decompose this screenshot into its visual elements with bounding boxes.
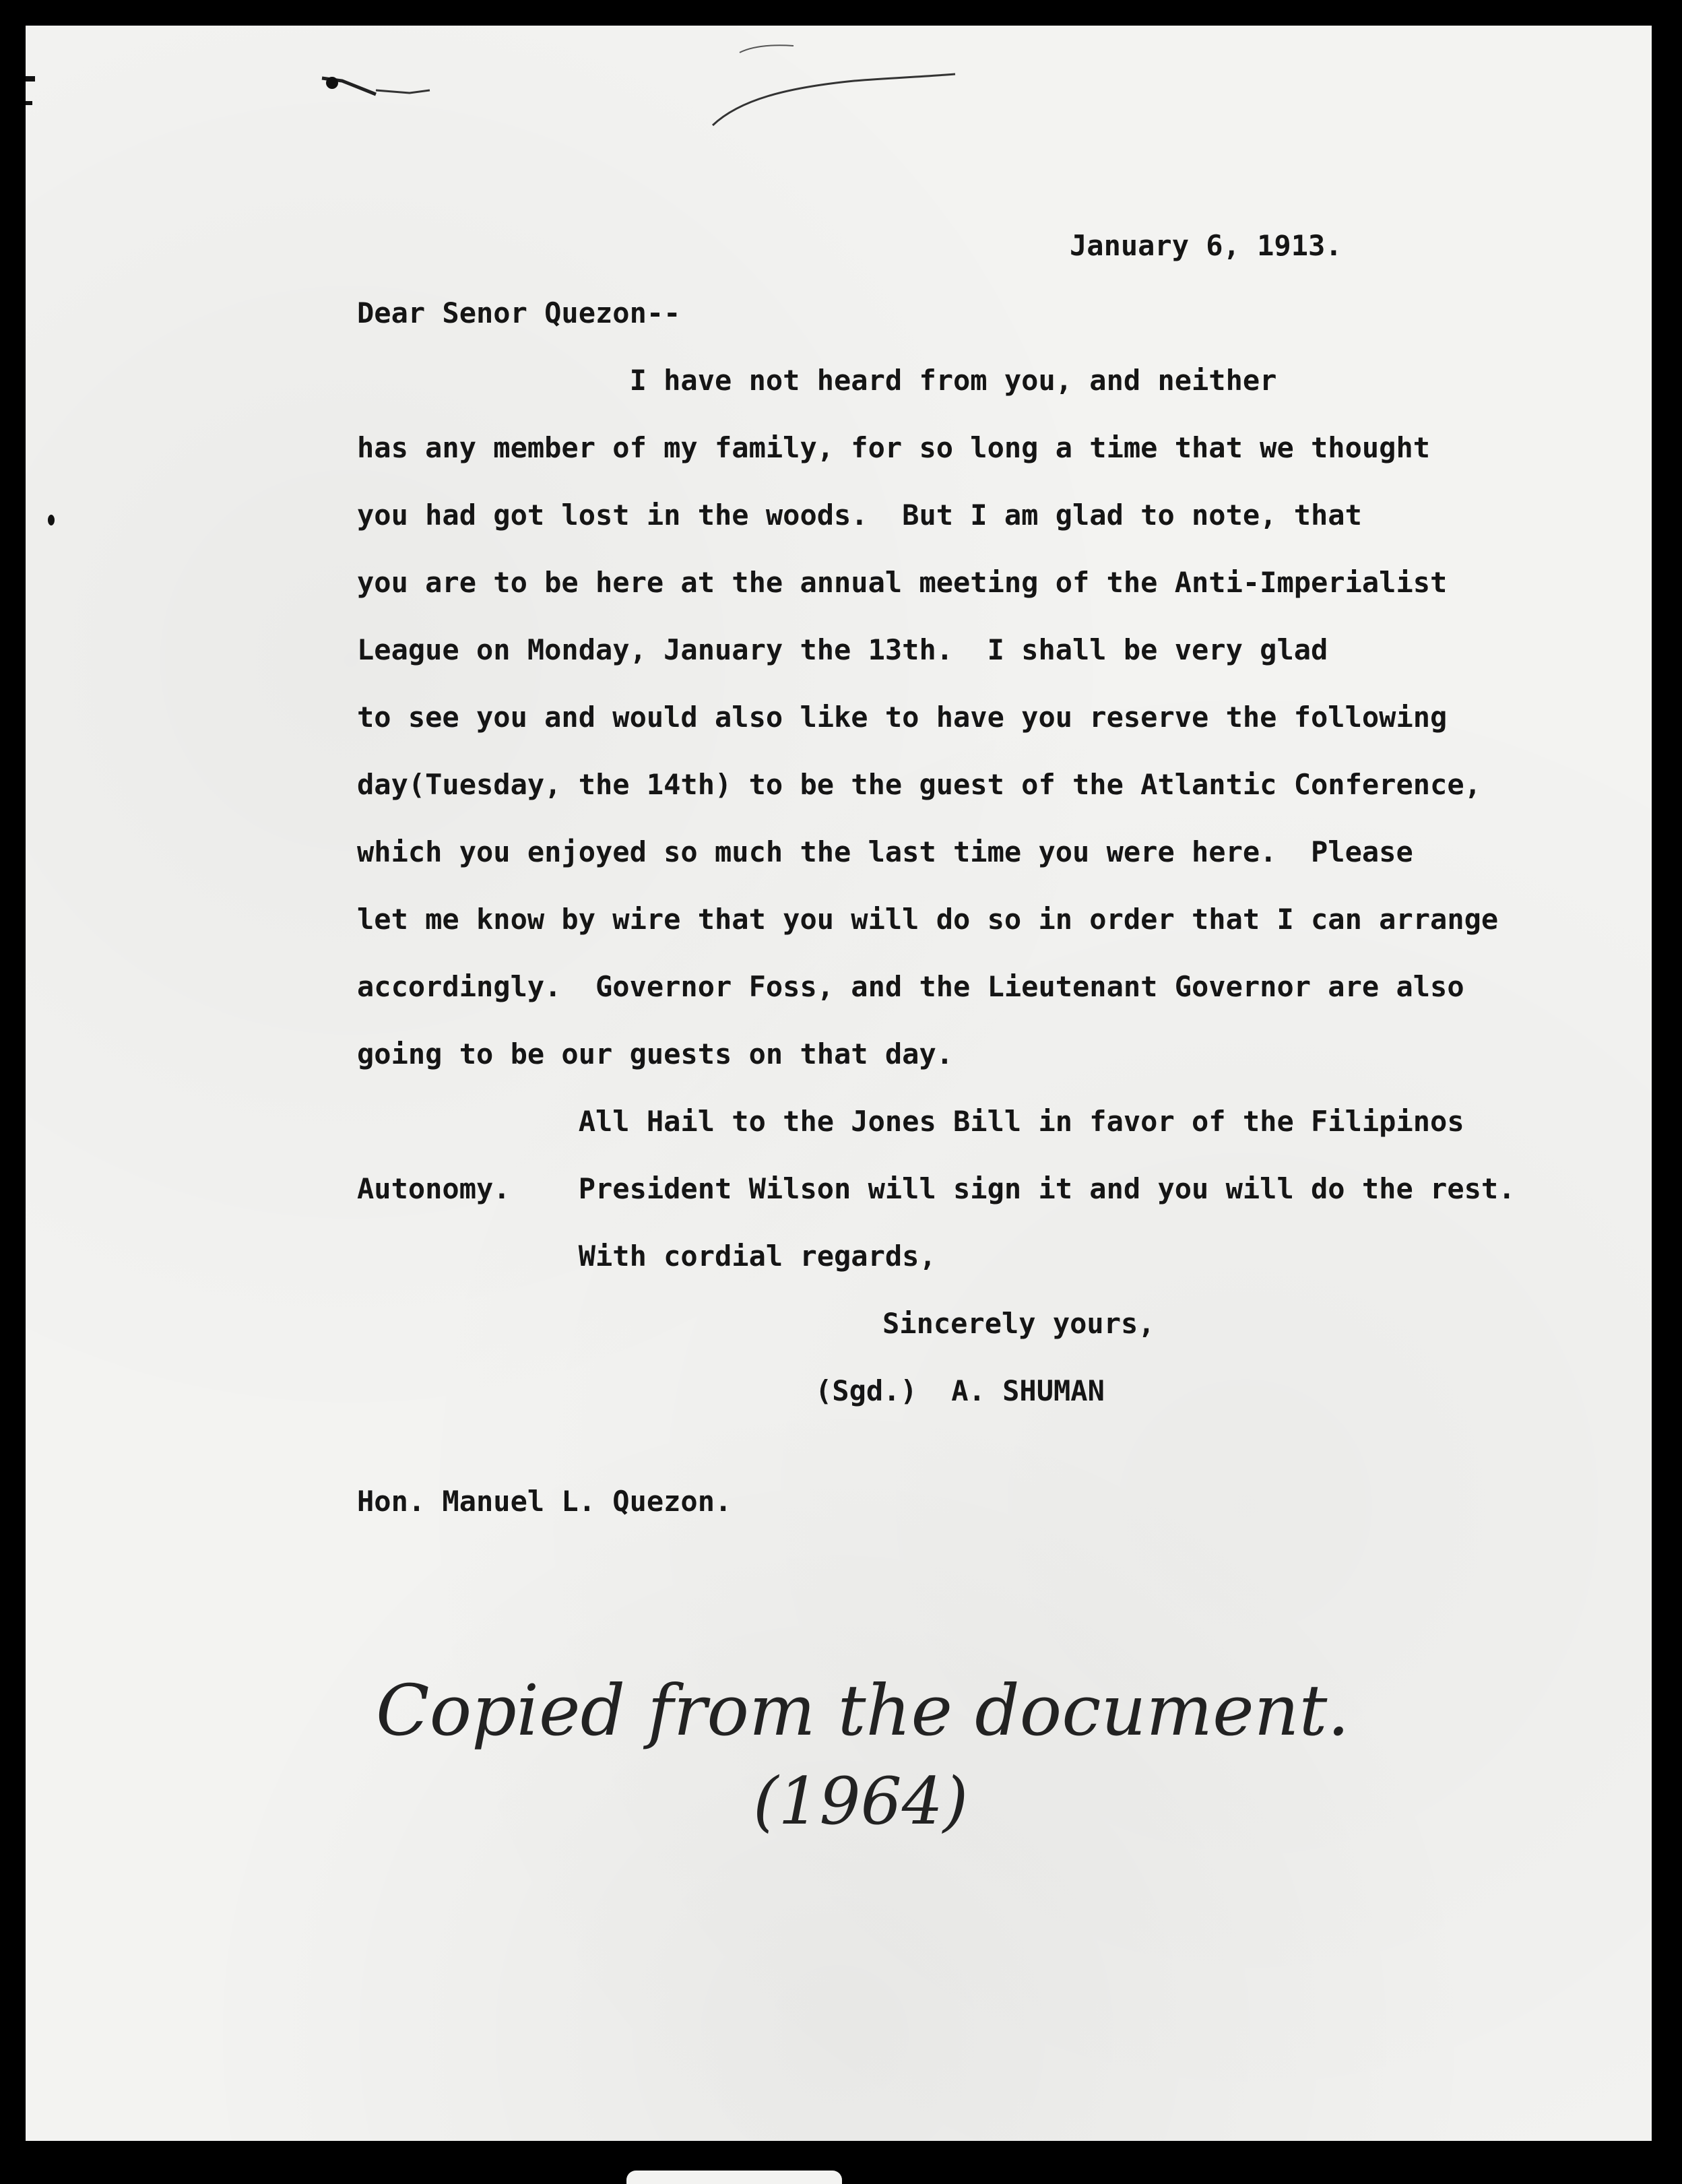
body-line: All Hail to the Jones Bill in favor of the Filipinos (357, 1105, 1464, 1138)
handwritten-note: Copied from the document. (376, 1669, 1350, 1752)
body-line: has any member of my family, for so long a time that we thought (357, 431, 1431, 464)
body-line: day(Tuesday, the 14th) to be the guest of the Atlantic Conference, (357, 768, 1481, 801)
body-line: I have not heard from you, and neither (357, 364, 1277, 397)
body-line: to see you and would also like to have you reserve the following (357, 701, 1448, 734)
body-line: League on Monday, January the 13th. I shall be very glad (357, 633, 1328, 666)
body-line: Autonomy. President Wilson will sign it and you will do the rest. (357, 1172, 1516, 1205)
letter-date: January 6, 1913. (1070, 229, 1343, 262)
body-line: you are to be here at the annual meeting of the Anti-Imperialist (357, 566, 1448, 599)
top-edge-marks (26, 26, 1652, 160)
letter-salutation: Dear Senor Quezon-- (357, 296, 681, 329)
letter-addressee: Hon. Manuel L. Quezon. (357, 1485, 732, 1518)
body-line: accordingly. Governor Foss, and the Lieutenant Governor are also (357, 970, 1464, 1003)
letter-body (357, 364, 1516, 1273)
margin-dot (46, 511, 59, 531)
page-tab (626, 2171, 842, 2184)
letter-page (26, 26, 1652, 2141)
body-line: let me know by wire that you will do so in order that I can arrange (357, 903, 1499, 936)
letter-closing: Sincerely yours, (882, 1307, 1155, 1340)
letter-signature: (Sgd.) A. SHUMAN (815, 1374, 1105, 1407)
handwritten-year: (1964) (753, 1764, 969, 1839)
body-line: you had got lost in the woods. But I am glad to note, that (357, 499, 1362, 532)
body-line: With cordial regards, (357, 1240, 936, 1273)
body-line: going to be our guests on that day. (357, 1037, 954, 1070)
body-line: which you enjoyed so much the last time you were here. Please (357, 835, 1413, 868)
